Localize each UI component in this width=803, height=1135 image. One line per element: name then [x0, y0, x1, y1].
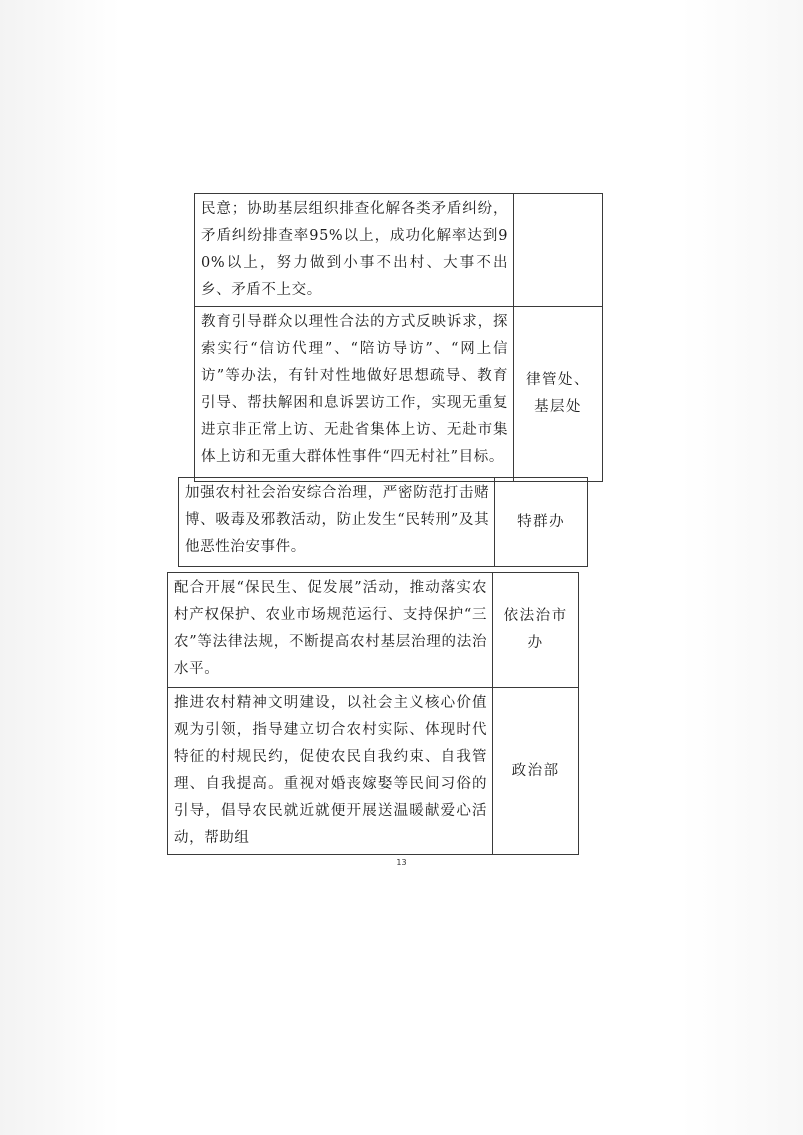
task-content-cell: 教育引导群众以理性合法的方式反映诉求，探索实行“信访代理”、“陪访导访”、“网上信访”等办法，有针对性地做好思想疏导、教育引导、帮扶解困和息诉罢访工作，实现无重复进京非正常上访、无赴省集体上访、无赴市集体上访和无重大群体性事件“四无村社”目标。: [195, 307, 514, 482]
page-number: 13: [396, 858, 407, 867]
department-cell: 依法治市办: [493, 573, 579, 688]
table-row: [168, 688, 579, 855]
department-cell: 特群办: [495, 478, 588, 567]
table-row: [179, 478, 588, 567]
task-table-middle: [178, 477, 588, 567]
task-table-upper: [194, 193, 603, 482]
task-content-cell: 配合开展“保民生、促发展”活动，推动落实农村产权保护、农业市场规范运行、支持保护“三农”等法律法规，不断提高农村基层治理的法治水平。: [168, 573, 493, 688]
task-content-cell: 民意；协助基层组织排查化解各类矛盾纠纷，矛盾纠纷排查率95%以上，成功化解率达到90%以上，努力做到小事不出村、大事不出乡、矛盾不上交。: [195, 194, 514, 307]
task-content-cell: 推进农村精神文明建设，以社会主义核心价值观为引领，指导建立切合农村实际、体现时代特征的村规民约，促使农民自我约束、自我管理、自我提高。重视对婚丧嫁娶等民间习俗的引导，倡导农民就近就便开展送温暖献爱心活动，帮助组: [168, 688, 493, 855]
table-row: [195, 194, 603, 307]
task-table-lower: [167, 572, 579, 855]
table-row: [195, 307, 603, 482]
department-cell: 政治部: [493, 688, 579, 855]
department-cell: [514, 194, 603, 307]
department-cell: 律管处、基层处: [514, 307, 603, 482]
task-content-cell: 加强农村社会治安综合治理，严密防范打击赌博、吸毒及邪教活动，防止发生“民转刑”及其他恶性治安事件。: [179, 478, 495, 567]
table-row: [168, 573, 579, 688]
